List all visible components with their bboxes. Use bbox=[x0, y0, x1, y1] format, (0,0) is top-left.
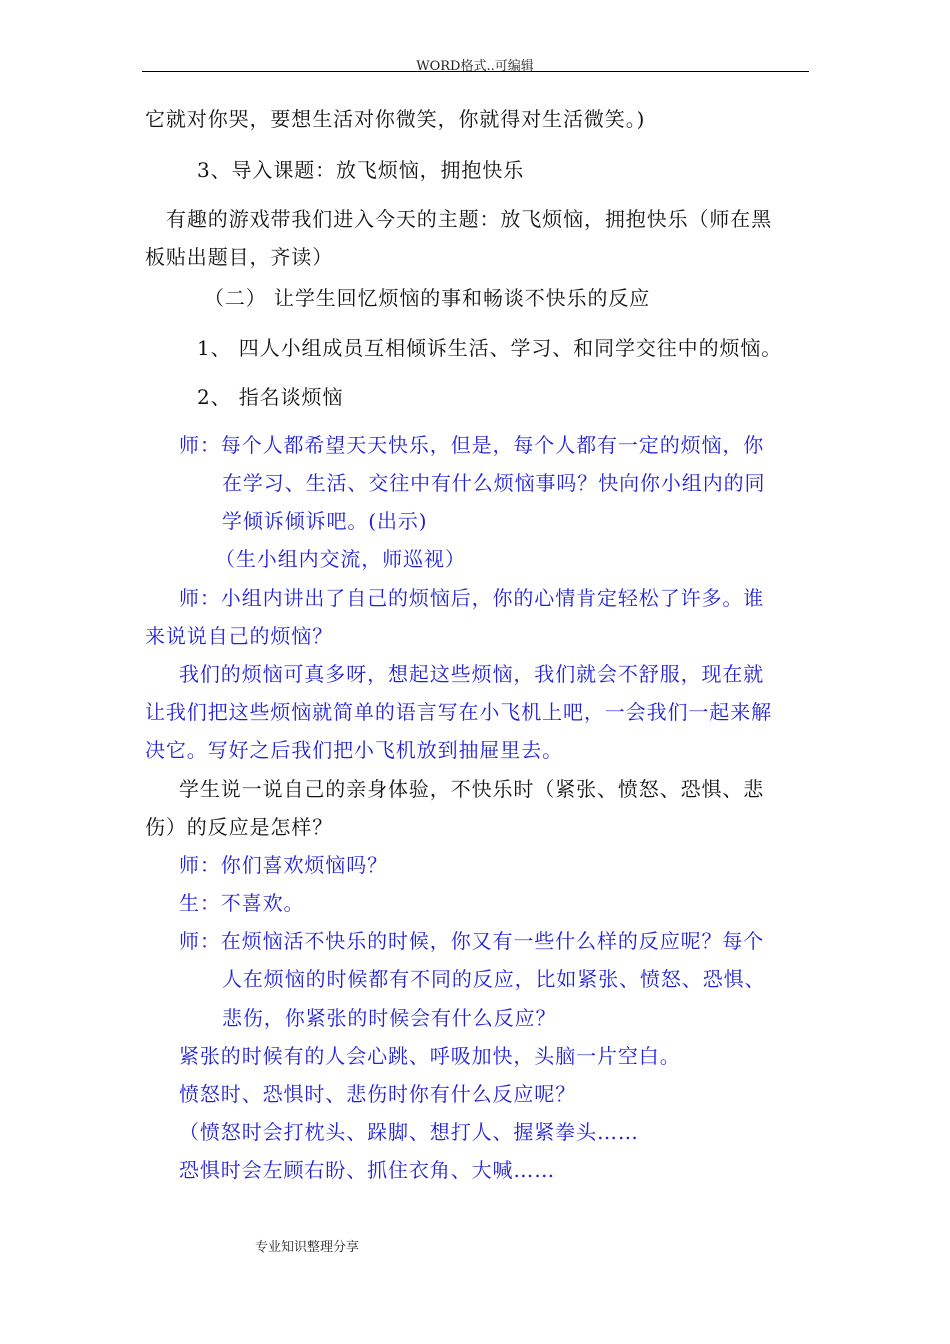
text-line: 2、 指名谈烦恼 bbox=[197, 385, 344, 409]
text-line: 板贴出题目，齐读） bbox=[145, 245, 334, 269]
text-line: 悲伤，你紧张的时候会有什么反应？ bbox=[222, 1006, 557, 1030]
text-line: 1、 四人小组成员互相倾诉生活、学习、和同学交往中的烦恼。 bbox=[197, 336, 783, 360]
text-line: 师：每个人都希望天天快乐，但是，每个人都有一定的烦恼，你 bbox=[179, 433, 765, 457]
text-line: 决它。写好之后我们把小飞机放到抽屉里去。 bbox=[145, 738, 563, 762]
text-line: 在学习、生活、交往中有什么烦恼事吗？快向你小组内的同 bbox=[222, 471, 766, 495]
page-footer: 专业知识整理分享 bbox=[255, 1240, 360, 1255]
text-line: 愤怒时、恐惧时、悲伤时你有什么反应呢？ bbox=[179, 1082, 577, 1106]
text-line: 恐惧时会左顾右盼、抓住衣角、大喊…… bbox=[179, 1158, 556, 1182]
text-line: （愤怒时会打枕头、跺脚、想打人、握紧拳头…… bbox=[179, 1120, 639, 1144]
text-line: 学生说一说自己的亲身体验，不快乐时（紧张、愤怒、恐惧、悲 bbox=[179, 777, 765, 801]
header-divider bbox=[142, 71, 809, 72]
text-line: 它就对你哭，要想生活对你微笑，你就得对生活微笑。) bbox=[145, 107, 646, 131]
text-line: 学倾诉倾诉吧。(出示) bbox=[222, 509, 428, 533]
text-line: （生小组内交流，师巡视） bbox=[215, 547, 466, 571]
text-line: 师：小组内讲出了自己的烦恼后，你的心情肯定轻松了许多。谁 bbox=[179, 586, 765, 610]
text-line: 生：不喜欢。 bbox=[179, 891, 305, 915]
text-line: 师：在烦恼活不快乐的时候，你又有一些什么样的反应呢？每个 bbox=[179, 929, 765, 953]
text-line: 师：你们喜欢烦恼吗？ bbox=[179, 853, 388, 877]
text-line: 伤）的反应是怎样？ bbox=[145, 815, 334, 839]
text-line: 来说说自己的烦恼？ bbox=[145, 624, 334, 648]
text-line: 让我们把这些烦恼就简单的语言写在小飞机上吧，一会我们一起来解 bbox=[145, 700, 772, 724]
text-line: 我们的烦恼可真多呀，想起这些烦恼，我们就会不舒服，现在就 bbox=[179, 662, 765, 686]
text-line: 有趣的游戏带我们进入今天的主题：放飞烦恼，拥抱快乐（师在黑 bbox=[166, 207, 773, 231]
text-line: 人在烦恼的时候都有不同的反应，比如紧张、愤怒、恐惧、 bbox=[222, 967, 766, 991]
text-line: 紧张的时候有的人会心跳、呼吸加快，头脑一片空白。 bbox=[179, 1044, 681, 1068]
text-line: （二） 让学生回忆烦恼的事和畅谈不快乐的反应 bbox=[204, 286, 651, 310]
text-line: 3、导入课题：放飞烦恼，拥抱快乐 bbox=[197, 158, 525, 182]
page-header: WORD格式..可编辑 bbox=[416, 59, 534, 74]
